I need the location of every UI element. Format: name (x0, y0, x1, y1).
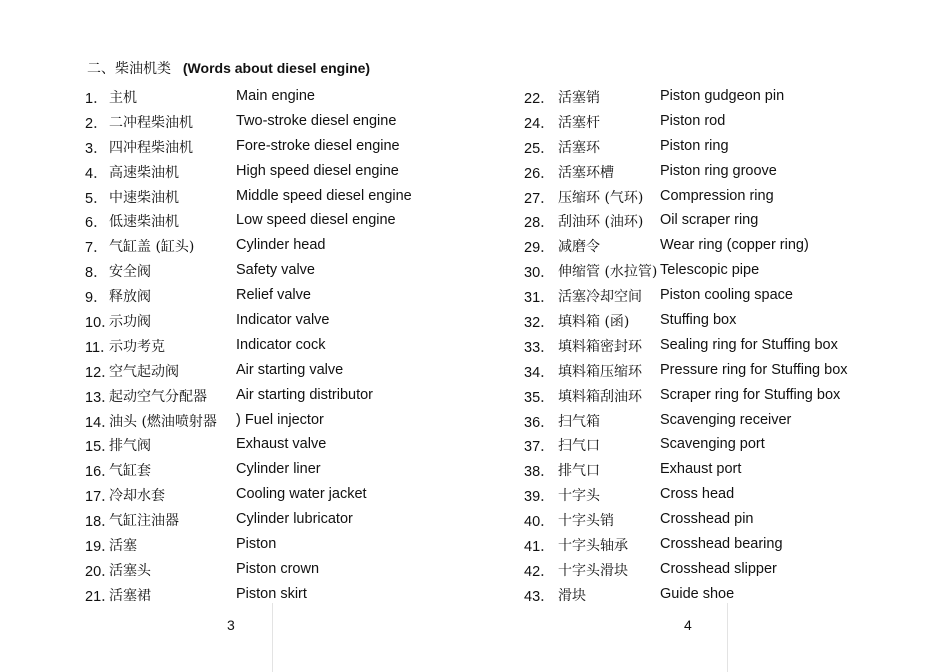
entry-num: 35． (524, 389, 555, 406)
entry-zh: 四冲程柴油机 (109, 139, 193, 156)
entry-num: 38． (524, 464, 555, 481)
entry-en: Scraper ring for Stuffing box (660, 386, 841, 403)
entry-en: Safety valve (236, 262, 315, 279)
entry-en: Cylinder liner (236, 461, 321, 478)
entry-en: Cylinder lubricator (236, 511, 353, 528)
page-divider-left (272, 603, 273, 672)
entry-zh: 十字头 (558, 488, 600, 505)
entry-zh: 十字头滑块 (558, 562, 628, 579)
entry-zh: 示功阀 (109, 314, 151, 331)
entry-zh: 主机 (109, 90, 137, 106)
entry-num: 30． (524, 265, 555, 282)
entry-en: Telescopic pipe (660, 262, 760, 279)
entry-zh: 压缩环 (气环) (558, 189, 644, 206)
entry-zh: 中速柴油机 (109, 189, 179, 206)
entry-en: Cooling water jacket (236, 486, 367, 503)
entry-num: 37． (524, 439, 555, 456)
entry-en: Main engine (236, 88, 315, 104)
entry-en: Sealing ring for Stuffing box (660, 336, 838, 353)
entry-en: Low speed diesel engine (236, 212, 396, 229)
entry-en: Piston ring groove (660, 162, 777, 179)
entry-zh: 气缸盖 (缸头) (109, 239, 195, 256)
section-heading-zh: 二、柴油机类 (87, 60, 171, 76)
entry-en: High speed diesel engine (236, 162, 399, 179)
entry-num: 18． (85, 514, 116, 531)
entry-num: 21． (85, 588, 116, 605)
entry-en: Cylinder head (236, 237, 326, 254)
entry-en: Relief valve (236, 287, 311, 304)
entry-zh: 减磨令 (558, 239, 600, 256)
entry-num: 36． (524, 414, 555, 431)
entry-zh: 活塞销 (558, 90, 600, 106)
entry-zh: 活塞环 (558, 139, 600, 156)
entry-zh: 活塞杆 (558, 114, 600, 131)
entry-en: Piston crown (236, 560, 320, 577)
entry-num: 26． (524, 165, 555, 182)
entry-en: Wear ring (copper ring) (660, 237, 809, 254)
entry-zh: 示功考克 (109, 338, 165, 355)
entry-zh: 活塞头 (109, 562, 151, 579)
entry-en: Oil scraper ring (660, 212, 759, 229)
entry-num: 19． (85, 539, 116, 556)
entry-en: Air starting valve (236, 361, 344, 378)
entry-num: 17． (85, 489, 116, 506)
entry-num: 9． (85, 290, 108, 307)
entry-en: Crosshead slipper (660, 560, 777, 577)
entry-num: 22． (524, 91, 555, 107)
entry-zh: 活塞环槽 (558, 164, 614, 181)
entry-zh: 扫气箱 (558, 413, 600, 430)
entry-en: Piston skirt (236, 585, 307, 602)
entry-zh: 活塞裙 (109, 587, 151, 604)
entry-zh: 刮油环 (油环) (558, 214, 644, 231)
entry-zh: 油头 (燃油喷射器 (109, 413, 217, 430)
entry-num: 10． (85, 315, 116, 332)
entry-num: 41． (524, 539, 555, 556)
entry-en: Pressure ring for Stuffing box (660, 361, 848, 378)
entry-zh: 十字头销 (558, 513, 614, 530)
entry-en: Fore-stroke diesel engine (236, 137, 400, 154)
entry-num: 40． (524, 514, 555, 531)
entry-en: Piston (236, 536, 277, 553)
entry-num: 32． (524, 315, 555, 332)
entry-zh: 起动空气分配器 (109, 388, 207, 405)
entry-zh: 低速柴油机 (109, 214, 179, 231)
entry-en: Indicator valve (236, 312, 330, 329)
entry-num: 25． (524, 140, 555, 157)
entry-zh: 十字头轴承 (558, 538, 628, 555)
entry-zh: 排气口 (558, 463, 600, 480)
entry-en: Scavenging port (660, 436, 765, 453)
entry-en: Piston ring (660, 137, 729, 154)
entry-zh: 伸缩管 (水拉管) (558, 264, 658, 281)
page-number-right: 4 (684, 617, 692, 633)
entry-num: 24． (524, 115, 555, 132)
page-divider-right (727, 603, 728, 672)
entry-en: Stuffing box (660, 312, 737, 329)
entry-zh: 气缸套 (109, 463, 151, 480)
entry-num: 33． (524, 339, 555, 356)
entry-num: 6． (85, 215, 108, 232)
entry-num: 43． (524, 588, 555, 605)
entry-zh: 填料箱压缩环 (558, 363, 642, 380)
entry-num: 7． (85, 240, 108, 257)
entry-en: Exhaust valve (236, 436, 327, 453)
entry-zh: 释放阀 (109, 289, 151, 306)
entry-zh: 气缸注油器 (109, 513, 179, 530)
entry-num: 1． (85, 91, 108, 107)
entry-en: ) Fuel injector (236, 411, 324, 428)
entry-num: 2． (85, 115, 108, 132)
entry-num: 4． (85, 165, 108, 182)
entry-num: 42． (524, 563, 555, 580)
entry-en: Middle speed diesel engine (236, 187, 412, 204)
entry-en: Two-stroke diesel engine (236, 112, 397, 129)
entry-num: 3． (85, 140, 108, 157)
entry-en: Scavenging receiver (660, 411, 792, 428)
entry-num: 20． (85, 563, 116, 580)
entry-zh: 排气阀 (109, 438, 151, 455)
entry-zh: 冷却水套 (109, 488, 165, 505)
section-heading (87, 58, 370, 78)
entry-zh: 滑块 (558, 587, 586, 604)
entry-num: 16． (85, 464, 116, 481)
entry-num: 5． (85, 190, 108, 207)
entry-en: Indicator cock (236, 336, 326, 353)
entry-num: 31． (524, 290, 555, 307)
entry-num: 27． (524, 190, 555, 207)
entry-zh: 填料箱 (函) (558, 314, 630, 331)
entry-en: Crosshead pin (660, 511, 754, 528)
entry-num: 14． (85, 414, 116, 431)
entry-en: Piston gudgeon pin (660, 88, 785, 104)
entry-en: Crosshead bearing (660, 536, 783, 553)
entry-zh: 二冲程柴油机 (109, 114, 193, 131)
entry-zh: 安全阀 (109, 264, 151, 281)
entry-num: 12． (85, 364, 116, 381)
entry-num: 15． (85, 439, 116, 456)
entry-en: Compression ring (660, 187, 774, 204)
entry-en: Guide shoe (660, 585, 735, 602)
entry-num: 8． (85, 265, 108, 282)
entry-num: 39． (524, 489, 555, 506)
entry-en: Exhaust port (660, 461, 742, 478)
entry-num: 13． (85, 389, 116, 406)
entry-zh: 扫气口 (558, 438, 600, 455)
entry-zh: 活塞冷却空间 (558, 289, 642, 306)
entry-en: Air starting distributor (236, 386, 373, 403)
entry-zh: 填料箱刮油环 (558, 388, 642, 405)
entry-en: Piston cooling space (660, 287, 793, 304)
entry-en: Cross head (660, 486, 735, 503)
entry-num: 28． (524, 215, 555, 232)
entry-zh: 空气起动阀 (109, 363, 179, 380)
entry-zh: 填料箱密封环 (558, 338, 642, 355)
section-heading-en: (Words about diesel engine) (182, 60, 371, 76)
entry-num: 29． (524, 240, 555, 257)
entry-zh: 高速柴油机 (109, 164, 179, 181)
entry-num: 34． (524, 364, 555, 381)
entry-zh: 活塞 (109, 538, 137, 555)
entry-en: Piston rod (660, 112, 726, 129)
page-number-left: 3 (227, 617, 235, 633)
entry-num: 11． (85, 339, 115, 356)
